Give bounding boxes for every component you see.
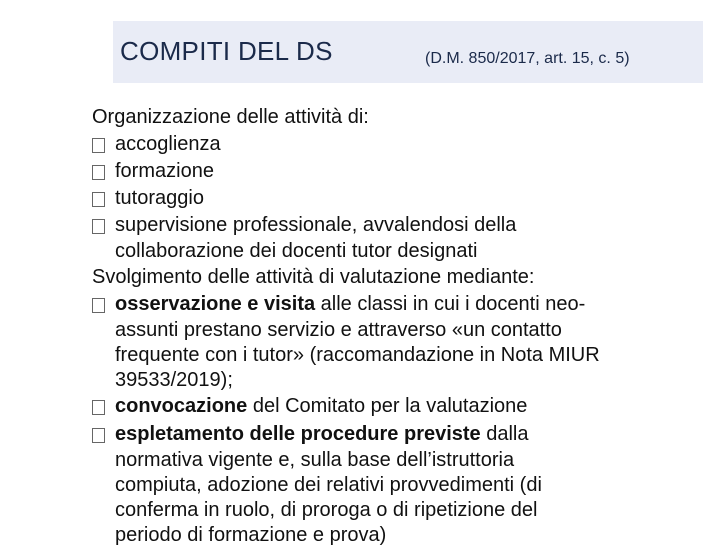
checkbox-bullet-icon (92, 192, 105, 207)
list-item-continuation: normativa vigente e, sulla base dell’istruttoria (115, 449, 515, 471)
checkbox-bullet-icon (92, 298, 105, 313)
list-item-bold: espletamento delle procedure previste (115, 423, 481, 445)
list-item-espletamento (92, 421, 704, 448)
list-item-supervisione (92, 212, 704, 239)
list-item-rest: dalla (480, 423, 529, 445)
slide-body (92, 104, 704, 548)
list-item-continuation: conferma in ruolo, di proroga o di ripetizione del (115, 499, 538, 521)
list-item-label: accoglienza (115, 133, 221, 155)
checkbox-bullet-icon (92, 428, 105, 443)
list-item-rest: alle classi in cui i docenti neo- (315, 293, 586, 315)
list-item-label: formazione (115, 160, 214, 182)
list-item-continuation: compiuta, adozione dei relativi provvedimenti (di (115, 474, 542, 496)
intro-evaluation: Svolgimento delle attività di valutazione mediante: (92, 266, 535, 288)
page-title: COMPITI DEL DS (120, 36, 333, 66)
title-reference: (D.M. 850/2017, art. 15, c. 5) (425, 50, 630, 67)
checkbox-bullet-icon (92, 165, 105, 180)
list-item-tutoraggio (92, 185, 704, 212)
list-item-continuation: 39533/2019); (115, 369, 233, 391)
intro-organization: Organizzazione delle attività di: (92, 106, 369, 128)
list-item-continuation: periodo di formazione e prova) (115, 524, 387, 546)
list-item-rest: del Comitato per la valutazione (247, 395, 528, 417)
title-bar (113, 21, 703, 83)
list-item-accoglienza (92, 131, 704, 158)
list-item-continuation: assunti prestano servizio e attraverso «un contatto (115, 319, 562, 341)
list-item-label: tutoraggio (115, 187, 204, 209)
list-item-bold: osservazione e visita (115, 293, 316, 315)
list-item-continuation: frequente con i tutor» (raccomandazione in Nota MIUR (115, 344, 600, 366)
list-item-bold: convocazione (115, 395, 248, 417)
list-item-convocazione (92, 393, 704, 421)
list-item-continuation: collaborazione dei docenti tutor designati (115, 240, 478, 262)
checkbox-bullet-icon (92, 219, 105, 234)
list-item-osservazione (92, 291, 704, 318)
list-item-label: supervisione professionale, avvalendosi della (115, 214, 517, 236)
checkbox-bullet-icon (92, 400, 105, 415)
checkbox-bullet-icon (92, 138, 105, 153)
list-item-formazione (92, 158, 704, 185)
